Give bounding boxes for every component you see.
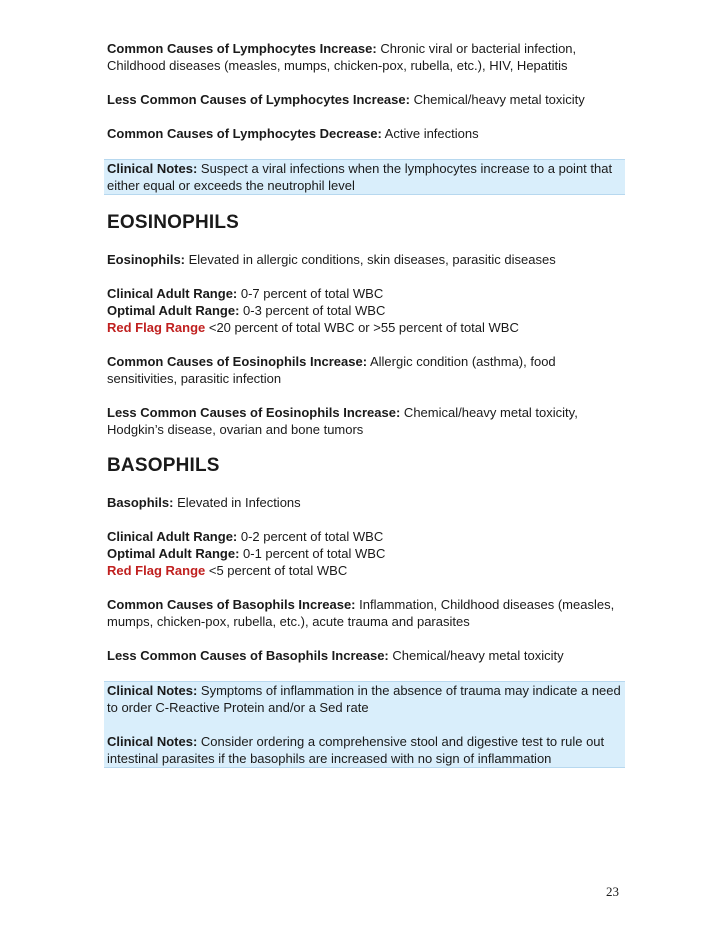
lymphocytes-less-common-causes: [107, 91, 625, 108]
basophils-clinical-note-2: [107, 733, 625, 767]
lymphocytes-clinical-note: [107, 160, 625, 194]
basophils-ranges: [107, 528, 625, 579]
basophils-increase-causes: [107, 596, 625, 630]
eos-optimal-range-label: Optimal Adult Range:: [107, 303, 240, 318]
baso-less-text: Chemical/heavy metal toxicity: [388, 648, 564, 663]
page-number: 23: [606, 884, 619, 899]
clinical-notes-label: Clinical Notes:: [107, 734, 198, 749]
eosinophils-less-common-causes: [107, 404, 625, 438]
baso-less-label: Less Common Causes of Basophils Increase:: [107, 648, 389, 663]
baso-optimal-range-label: Optimal Adult Range:: [107, 546, 240, 561]
clinical-notes-text: Symptoms of inflammation in the absence of trauma may indicate a need to order C-Reactive Protein and/or a Sed rate: [107, 683, 621, 715]
eos-increase-label: Common Causes of Eosinophils Increase:: [107, 354, 368, 369]
baso-red-flag-value: <5 percent of total WBC: [205, 563, 348, 578]
baso-clinical-range-label: Clinical Adult Range:: [107, 529, 238, 544]
basophils-def-label: Basophils:: [107, 495, 174, 510]
lymphocytes-increase-causes: [107, 40, 625, 74]
basophils-definition: [107, 494, 625, 511]
eosinophils-definition: [107, 251, 625, 268]
eosinophils-def-label: Eosinophils:: [107, 252, 185, 267]
eosinophils-increase-causes: [107, 353, 625, 387]
eos-clinical-range: [107, 285, 625, 302]
document-body: [107, 40, 625, 768]
lymphocytes-less-label: Less Common Causes of Lymphocytes Increase:: [107, 92, 410, 107]
eos-increase-text: Allergic condition (asthma), food sensitivities, parasitic infection: [107, 354, 556, 386]
basophils-clinical-note-1: [107, 682, 625, 716]
eos-optimal-range-value: 0-3 percent of total WBC: [239, 303, 386, 318]
eos-clinical-range-label: Clinical Adult Range:: [107, 286, 238, 301]
eos-clinical-range-value: 0-7 percent of total WBC: [237, 286, 384, 301]
baso-optimal-range-value: 0-1 percent of total WBC: [239, 546, 386, 561]
eos-red-flag-label: Red Flag Range: [107, 320, 206, 335]
eosinophils-ranges: [107, 285, 625, 336]
basophils-heading: BASOPHILS: [107, 455, 220, 476]
lymphocytes-clinical-notes-box: [104, 159, 625, 195]
lymphocytes-increase-text: Chronic viral or bacterial infection, Childhood diseases (measles, mumps, chicken-pox, rubella, etc.), HIV, Hepatitis: [107, 41, 577, 73]
baso-increase-text: Inflammation, Childhood diseases (measles, mumps, chicken-pox, rubella, etc.), acute trauma and parasites: [107, 597, 615, 629]
basophils-less-common-causes: [107, 647, 625, 664]
baso-increase-label: Common Causes of Basophils Increase:: [107, 597, 356, 612]
clinical-notes-label: Clinical Notes:: [107, 161, 198, 176]
eosinophils-def-text: Elevated in allergic conditions, skin diseases, parasitic diseases: [185, 252, 556, 267]
clinical-notes-text: Consider ordering a comprehensive stool and digestive test to rule out intestinal parasites if the basophils are increased with no sign of inflammation: [107, 734, 605, 766]
eos-less-text: Chemical/heavy metal toxicity, Hodgkin’s disease, ovarian and bone tumors: [107, 405, 578, 437]
basophils-def-text: Elevated in Infections: [173, 495, 301, 510]
lymphocytes-less-text: Chemical/heavy metal toxicity: [409, 92, 585, 107]
lymphocytes-decrease-causes: [107, 125, 625, 142]
lymphocytes-increase-label: Common Causes of Lymphocytes Increase:: [107, 41, 377, 56]
baso-optimal-range: [107, 545, 625, 562]
clinical-notes-text: Suspect a viral infections when the lymphocytes increase to a point that either equal or exceeds the neutrophil level: [107, 161, 613, 193]
baso-clinical-range-value: 0-2 percent of total WBC: [237, 529, 384, 544]
baso-red-flag-label: Red Flag Range: [107, 563, 206, 578]
eos-optimal-range: [107, 302, 625, 319]
eos-red-flag-value: <20 percent of total WBC or >55 percent of total WBC: [205, 320, 519, 335]
lymphocytes-decrease-text: Active infections: [381, 126, 479, 141]
eosinophils-heading: EOSINOPHILS: [107, 212, 240, 233]
clinical-notes-label: Clinical Notes:: [107, 683, 198, 698]
lymphocytes-decrease-label: Common Causes of Lymphocytes Decrease:: [107, 126, 382, 141]
eos-less-label: Less Common Causes of Eosinophils Increase:: [107, 405, 401, 420]
eos-red-flag-range: [107, 319, 625, 336]
baso-red-flag-range: [107, 562, 625, 579]
basophils-clinical-notes-box: [104, 681, 625, 768]
baso-clinical-range: [107, 528, 625, 545]
